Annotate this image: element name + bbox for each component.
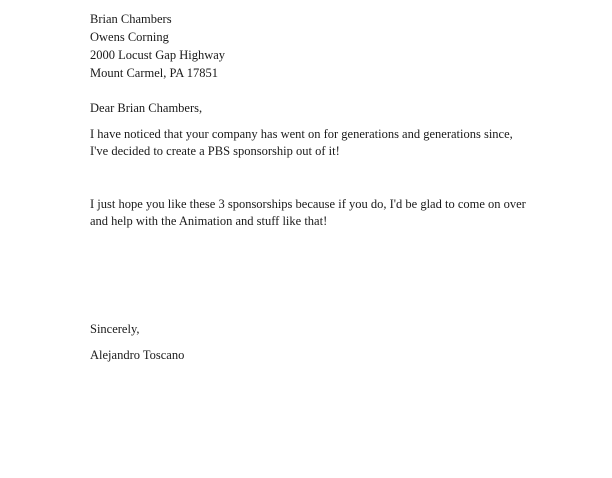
salutation: Dear Brian Chambers, xyxy=(90,101,203,115)
closing: Sincerely, xyxy=(90,322,140,336)
recipient-city-state-zip: Mount Carmel, PA 17851 xyxy=(90,66,219,80)
recipient-street: 2000 Locust Gap Highway xyxy=(90,48,226,62)
recipient-company: Owens Corning xyxy=(90,30,169,44)
recipient-name: Brian Chambers xyxy=(90,12,172,26)
body-paragraph-2: I just hope you like these 3 sponsorships because if you do, I'd be glad to come on over and help with the Animation and stuff like that! xyxy=(90,197,526,228)
recipient-address-block xyxy=(90,10,530,82)
letter-body xyxy=(90,10,530,364)
signature-name: Alejandro Toscano xyxy=(90,348,185,362)
body-paragraph-1: I have noticed that your company has went on for generations and generations since, I've decided to create a PBS sponsorship out of it! xyxy=(90,127,513,158)
